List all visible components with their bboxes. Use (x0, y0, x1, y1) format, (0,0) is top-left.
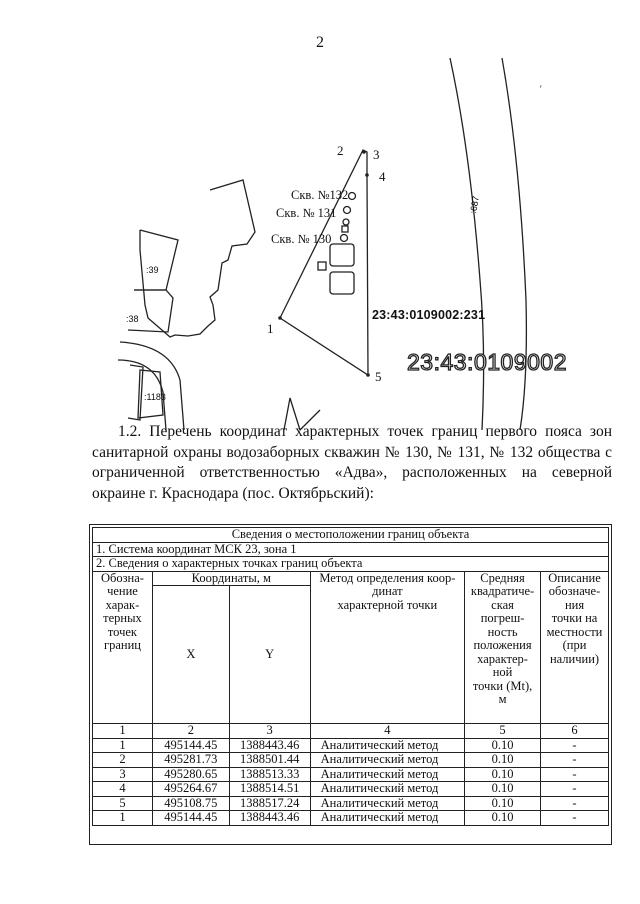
header-error: Средняя квадратиче- ская погреш- ность положения характер- ной точки (Mt), м (465, 571, 541, 724)
col-number: 2 (152, 724, 229, 739)
parcel-label: :38 (126, 314, 139, 324)
error-cell: 0.10 (465, 782, 541, 797)
point-number: 3 (93, 767, 153, 782)
method-cell: Аналитический метод (310, 753, 464, 768)
error-cell: 0.10 (465, 738, 541, 753)
coord-y: 1388517.24 (229, 796, 310, 811)
header-x: X (152, 586, 229, 724)
method-cell: Аналитический метод (310, 782, 464, 797)
coord-x: 495264.67 (152, 782, 229, 797)
point-label: 5 (375, 369, 382, 384)
coord-x: 495144.45 (152, 811, 229, 826)
structure (330, 244, 354, 266)
description-cell: - (541, 753, 609, 768)
col-number: 3 (229, 724, 310, 739)
coord-y: 1388443.46 (229, 738, 310, 753)
col-number: 4 (310, 724, 464, 739)
table-row (93, 782, 609, 797)
method-cell: Аналитический метод (310, 738, 464, 753)
well-131-marker (344, 207, 351, 214)
table-row (93, 796, 609, 811)
col-number: 5 (465, 724, 541, 739)
table-system: 1. Система координат МСК 23, зона 1 (93, 542, 609, 557)
parcel-label: :39 (146, 265, 159, 275)
point-number: 2 (93, 753, 153, 768)
point-number: 1 (93, 738, 153, 753)
point-number: 1 (93, 811, 153, 826)
well-label: Скв. № 130 (271, 232, 332, 246)
coord-y: 1388514.51 (229, 782, 310, 797)
error-cell: 0.10 (465, 753, 541, 768)
description-cell: - (541, 738, 609, 753)
coord-y: 1388501.44 (229, 753, 310, 768)
coordinates-intro-paragraph: 1.2. Перечень координат характерных точек границ первого пояса зон санитарной охраны водозаборных скважин № 130, № 131, № 132 общества с ограниченной ответственностью «Адва», расположенных на северной окраине г. Краснодара (пос. Октябрьский): (92, 423, 612, 502)
description-cell: - (541, 796, 609, 811)
header-designation: Обозна- чение харак- терных точек границ (93, 571, 153, 724)
coord-y: 1388513.33 (229, 767, 310, 782)
method-cell: Аналитический метод (310, 811, 464, 826)
parcel-label: :687 (468, 195, 482, 215)
well-130-marker (341, 235, 348, 242)
header-y: Y (229, 586, 310, 724)
well-label: Скв. №132 (291, 188, 349, 202)
coord-x: 495281.73 (152, 753, 229, 768)
table-row (93, 738, 609, 753)
header-coordinates: Координаты, м (152, 571, 310, 586)
point-number: 4 (93, 782, 153, 797)
page-number: 2 (316, 34, 324, 51)
cadastral-parcel-number: 23:43:0109002:231 (372, 308, 486, 322)
col-number: 1 (93, 724, 153, 739)
point-label: 4 (379, 169, 386, 184)
point-label: 3 (373, 147, 380, 162)
description-cell: - (541, 782, 609, 797)
structure (330, 272, 354, 294)
table-section: 2. Сведения о характерных точках границ объекта (93, 557, 609, 572)
coord-x: 495144.45 (152, 738, 229, 753)
building-outline (140, 180, 255, 337)
parcel-label: :1183 (144, 392, 166, 402)
well-132-marker (349, 193, 356, 200)
error-cell: 0.10 (465, 811, 541, 826)
description-cell: - (541, 767, 609, 782)
method-cell: Аналитический метод (310, 796, 464, 811)
point-label: 1 (267, 321, 274, 336)
cadastral-quarter-number: 23:43:0109002 (407, 349, 567, 375)
parcel-38-outline (128, 290, 173, 332)
error-cell: 0.10 (465, 796, 541, 811)
table-title: Сведения о местоположении границ объекта (93, 528, 609, 543)
coord-x: 495280.65 (152, 767, 229, 782)
description-cell: - (541, 811, 609, 826)
method-cell: Аналитический метод (310, 767, 464, 782)
table-row (93, 811, 609, 826)
coord-x: 495108.75 (152, 796, 229, 811)
header-method: Метод определения коор- динат характерной точки (310, 571, 464, 724)
header-description: Описание обозначе- ния точки на местности (при наличии) (541, 571, 609, 724)
point-number: 5 (93, 796, 153, 811)
coord-y: 1388443.46 (229, 811, 310, 826)
well-label: Скв. № 131 (276, 206, 337, 220)
point-label: 2 (337, 143, 344, 158)
table-row (93, 753, 609, 768)
col-number: 6 (541, 724, 609, 739)
coordinates-table (92, 527, 609, 826)
error-cell: 0.10 (465, 767, 541, 782)
svg-text:': ' (540, 84, 542, 94)
table-row (93, 767, 609, 782)
